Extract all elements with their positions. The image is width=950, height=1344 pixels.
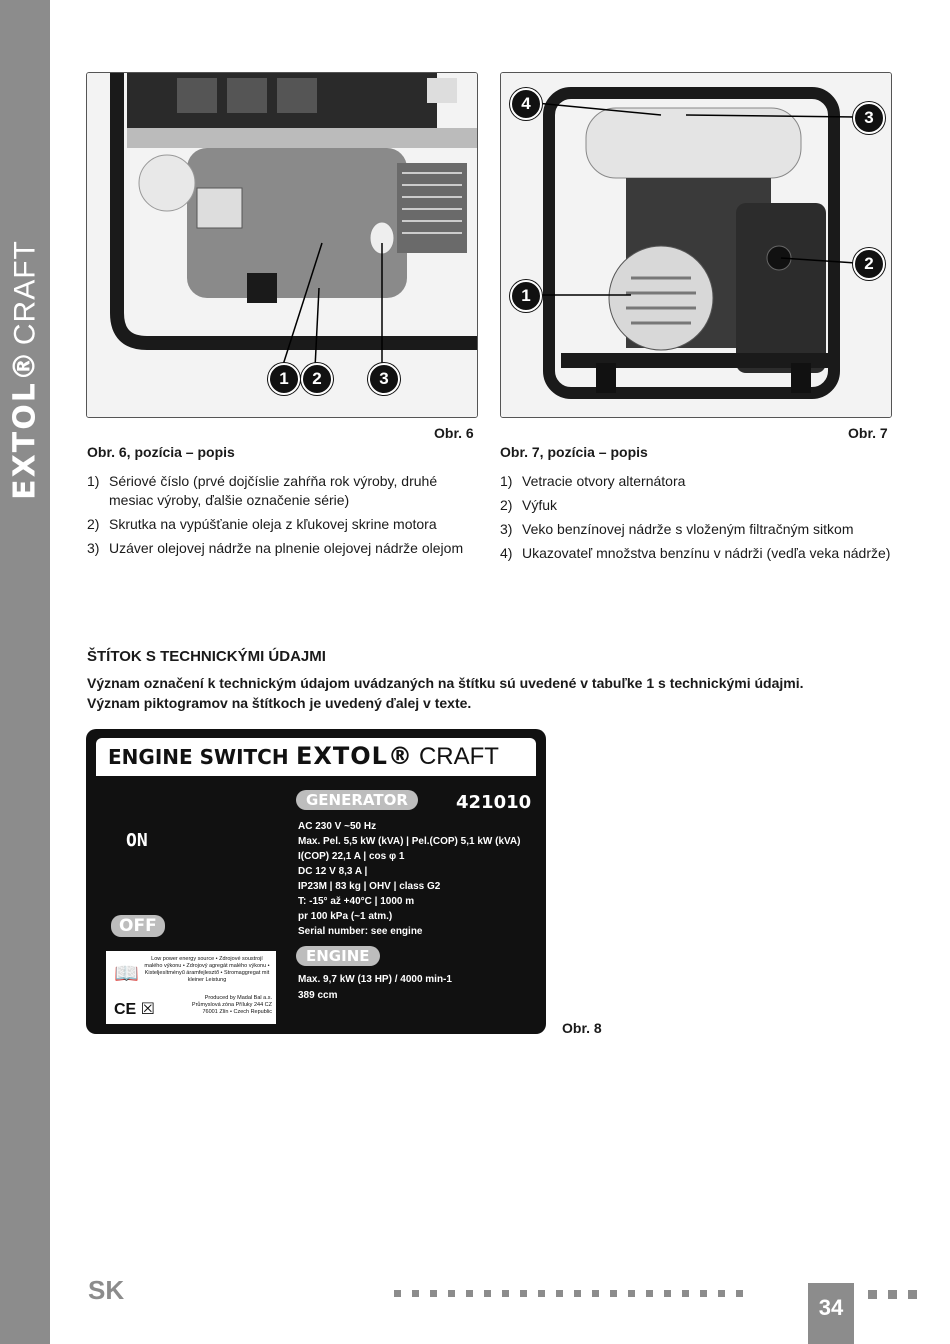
callout-badge: 3 <box>368 363 400 395</box>
brand-logo: EXTOL® CRAFT <box>296 742 499 770</box>
figure-7-title: Obr. 7, pozícia – popis <box>500 444 648 460</box>
footer-dots <box>394 1290 743 1297</box>
list-item: 3) Uzáver olejovej nádrže na plnenie olejovej nádrže olejom <box>87 540 464 556</box>
list-item: 4) Ukazovateľ množstva benzínu v nádrži (vedľa veka nádrže) <box>500 545 891 561</box>
manufacturer-info-box <box>106 951 276 1024</box>
figure-6-title: Obr. 6, pozícia – popis <box>87 444 235 460</box>
engine-label: ENGINE <box>296 946 380 966</box>
generator-specs <box>298 819 521 939</box>
figure-6-photo <box>86 72 478 418</box>
manufacturer-address: Produced by Madal Bal a.s. Průmyslová zóna Příluky 244 CZ 76001 Zlín • Czech Republic <box>191 995 272 1015</box>
figure-7-list <box>500 472 895 568</box>
spec-line: DC 12 V 8,3 A | <box>298 866 368 877</box>
sidebar <box>0 0 50 1344</box>
spec-line: Max. 9,7 kW (13 HP) / 4000 min-1 <box>298 974 452 985</box>
list-item: 2) Skrutka na vypúšťanie oleja z kľukovej skrine motora <box>87 516 437 532</box>
list-item: 1) Vetracie otvory alternátora <box>500 473 686 489</box>
generator-label: GENERATOR <box>296 790 418 810</box>
on-label: ON <box>126 830 148 851</box>
ce-weee-icon: CE ☒ <box>114 1001 156 1018</box>
callout-badge: 3 <box>853 102 885 134</box>
callout-badge: 1 <box>510 280 542 312</box>
list-item: 1) Sériové číslo (prvé dojčíslie zahŕňa rok výroby, druhé mesiac výroby, ďalšie označenie série) <box>87 473 438 508</box>
energy-source-note: Low power energy source • Zdrojové soustrojí malého výkonu • Zdrojový agregát malého výkonu • Kisteljesítményű áramfejlesztő • Stromaggregat mit kleiner Leistung <box>144 956 270 983</box>
list-item: 3) Veko benzínovej nádrže s vloženým filtračným sitkom <box>500 521 854 537</box>
figure-6-list <box>87 472 482 563</box>
page-number: 34 <box>808 1283 854 1344</box>
callout-badge: 4 <box>510 88 542 120</box>
model-number: 421010 <box>456 792 532 813</box>
sidebar-brand-logo: EXTOL®CRAFT <box>7 240 43 500</box>
figure-8-label: Obr. 8 <box>562 1020 602 1036</box>
plate-switch-area <box>96 776 271 1024</box>
engine-switch-title: ENGINE SWITCH <box>108 745 289 769</box>
figure-7-label: Obr. 7 <box>848 425 888 441</box>
language-code: SK <box>88 1275 125 1305</box>
section-heading: ŠTÍTOK S TECHNICKÝMI ÚDAJMI <box>87 648 326 665</box>
off-label: OFF <box>111 915 165 937</box>
figure-6-label: Obr. 6 <box>434 425 474 441</box>
book-icon: 📖 <box>114 963 139 985</box>
callout-badge: 2 <box>853 248 885 280</box>
figure-7-photo <box>500 72 892 418</box>
callout-badge: 2 <box>301 363 333 395</box>
spec-line: I(COP) 22,1 A | cos φ 1 <box>298 851 405 862</box>
plate-header <box>96 738 536 776</box>
spec-line: Max. Pel. 5,5 kW (kVA) | Pel.(COP) 5,1 kW (kVA) <box>298 836 521 847</box>
list-item: 2) Výfuk <box>500 497 558 513</box>
callout-badge: 1 <box>268 363 300 395</box>
spec-line: AC 230 V ~50 Hz <box>298 821 377 832</box>
rating-plate <box>86 729 546 1034</box>
section-intro: Význam označení k technickým údajom uvádzaných na štítku sú uvedené v tabuľke 1 s technickými údajmi. Význam piktogramov na štítkoch je uvedený ďalej v texte. <box>87 675 804 711</box>
footer-dots <box>868 1290 917 1299</box>
engine-specs <box>298 972 452 1004</box>
spec-line: T: -15° až +40°C | 1000 m <box>298 896 415 907</box>
spec-line: pr 100 kPa (~1 atm.) <box>298 911 393 922</box>
spec-line: IP23M | 83 kg | OHV | class G2 <box>298 881 441 892</box>
spec-line: 389 ccm <box>298 990 338 1001</box>
spec-line: Serial number: see engine <box>298 926 423 937</box>
